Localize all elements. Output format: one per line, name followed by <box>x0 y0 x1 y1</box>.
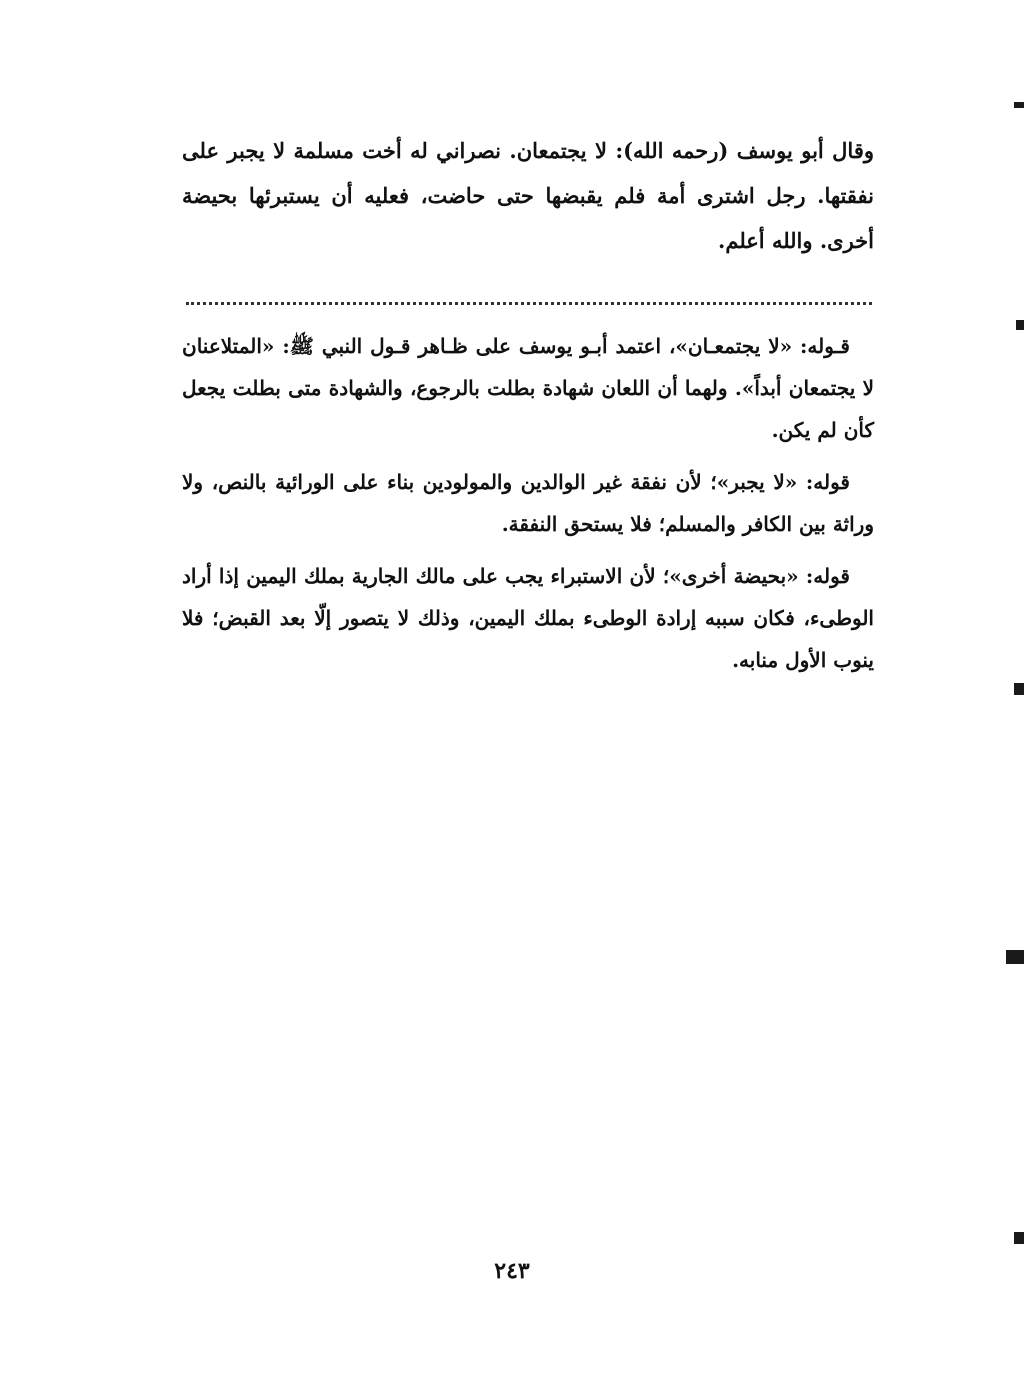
commentary-paragraph-1: قـوله: «لا يجتمعـان»، اعتمد أبـو يوسف على ظـاهر قـول النبي ﷺ: «المتلاعنان لا يجتمعان أبداً». ولهما أن اللعان شهادة بطلت بالرجوع، والشهادة متى بطلت يجعل كأن لم يكن. <box>182 334 874 442</box>
page-number: ٢٤٣ <box>494 1258 530 1284</box>
dotted-divider <box>186 302 872 305</box>
scan-edge-mark <box>1006 950 1024 964</box>
main-text-paragraph: وقال أبو يوسف (رحمه الله): لا يجتمعان. نصراني له أخت مسلمة لا يجبر على نفقتها. رجل اشترى أمة فلم يقبضها حتى حاضت، فعليه أن يستبرئها بحيضة أخرى. والله أعلم. <box>182 138 874 253</box>
commentary-paragraph-3: قوله: «بحيضة أخرى»؛ لأن الاستبراء يجب على مالك الجارية بملك اليمين إذا أراد الوطىء، فكان سببه إرادة الوطىء بملك اليمين، وذلك لا يتصور إلّا بعد القبض؛ فلا ينوب الأول منابه. <box>182 564 874 672</box>
scan-edge-mark <box>1014 683 1024 695</box>
scan-edge-mark <box>1014 102 1024 108</box>
commentary-section <box>182 325 874 691</box>
scan-edge-mark <box>1016 320 1024 330</box>
scan-edge-mark <box>1014 1232 1024 1244</box>
commentary-paragraph-2: قوله: «لا يجبر»؛ لأن نفقة غير الوالدين والمولودين بناء على الورائية بالنص، ولا وراثة بين الكافر والمسلم؛ فلا يستحق النفقة. <box>182 470 874 536</box>
